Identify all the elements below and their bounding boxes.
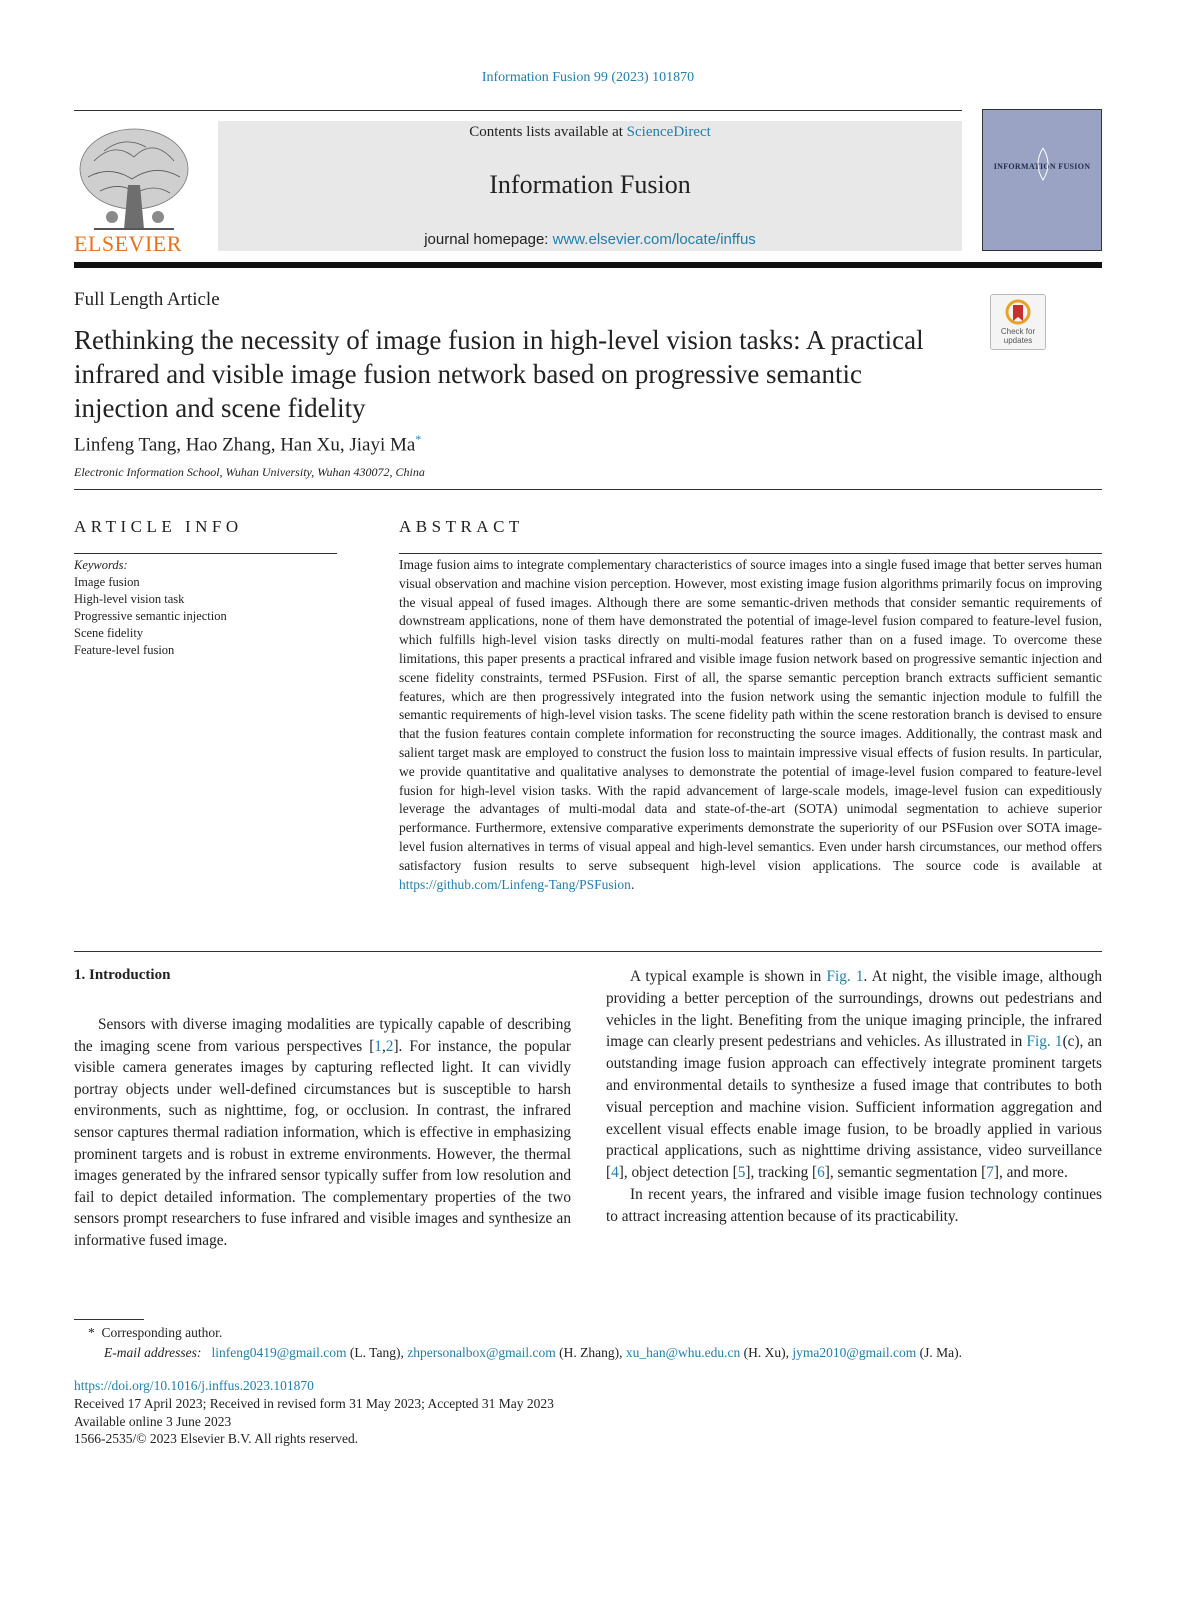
journal-homepage-link[interactable]: www.elsevier.com/locate/inffus	[552, 231, 756, 248]
abstract-end: .	[630, 876, 635, 892]
article-info-heading: ARTICLE INFO	[74, 517, 243, 536]
citation-link[interactable]: 6	[817, 1164, 825, 1182]
corresponding-author-mark[interactable]: *	[415, 432, 422, 446]
text-run: Sensors with diverse imaging modalities are typically capable of describing the imaging scene from various perspectives [	[74, 1016, 571, 1055]
abstract-body: Image fusion aims to integrate complementary characteristics of source images into a single fused image that better serves human visual observation and machine vision perception. However, most existing image fusion algorithms primarily focus on improving the visual appeal of fused images. Although there are some semantic-driven methods that consider semantic requirements of downstream applications, none of them have demonstrated the potential of image-level fusion compared to feature-level fusion, which fulfills high-level vision tasks directly on multi-modal features rather than on a fused image. To overcome these limitations, this paper presents a practical infrared and visible image fusion network based on progressive semantic injection and scene fidelity constraints, termed PSFusion. First of all, the sparse semantic perception branch extracts sufficient semantic features, which are then progressively integrated into the fusion network using the semantic injection module to fulfill the semantic requirements of high-level vision tasks. The scene fidelity path within the scene restoration branch is devised to ensure that the fusion features contain complete information for reconstructing the source images. Additionally, the contrast mask and salient target mask are employed to construct the fusion loss to maintain impressive visual effects of fusion results. In particular, we provide quantitative and qualitative analyses to demonstrate the potential of image-level fusion compared to feature-level fusion for high-level vision tasks. With the rapid advancement of large-scale models, image-level fusion can expeditiously leverage the advantages of multi-modal data and state-of-the-art (SOTA) unimodal segmentation to achieve superior performance. Furthermore, extensive comparative experiments demonstrate the superiority of our PSFusion over SOTA image-level fusion alternatives in terms of visual appeal and high-level semantics. Even under harsh circumstances, our method offers satisfactory fusion results to serve subsequent high-level vision applications. The source code is available at	[399, 557, 1102, 873]
abstract-text	[399, 556, 1102, 894]
text-run: A typical example is shown in	[630, 968, 827, 985]
email-link[interactable]: zhpersonalbox@gmail.com	[407, 1345, 556, 1360]
footnote-text: Corresponding author.	[101, 1325, 223, 1340]
keyword-item: Progressive semantic injection	[74, 609, 227, 623]
text-run: ], and more.	[993, 1164, 1068, 1182]
email-link[interactable]: xu_han@whu.edu.cn	[625, 1345, 741, 1360]
contents-prefix: Contents lists available at	[469, 124, 627, 140]
email-label: E-mail addresses:	[104, 1345, 202, 1360]
keyword-item: High-level vision task	[74, 592, 185, 606]
corresponding-author-footnote	[88, 1325, 222, 1341]
cover-title: INFORMATION FUSION	[993, 162, 1091, 171]
keyword-item: Image fusion	[74, 575, 140, 589]
elsevier-logo[interactable]	[74, 121, 194, 256]
header-top-rule	[74, 110, 962, 111]
email-link[interactable]: linfeng0419@gmail.com	[211, 1345, 347, 1360]
figure-link[interactable]: Fig. 1	[826, 968, 864, 985]
crossmark-icon	[1005, 299, 1031, 327]
doi-link[interactable]: https://doi.org/10.1016/j.inffus.2023.101870	[74, 1378, 314, 1393]
citation-link[interactable]: 4	[611, 1164, 619, 1182]
received-dates: Received 17 April 2023; Received in revised form 31 May 2023; Accepted 31 May 2023	[74, 1396, 554, 1411]
intro-paragraph-3: In recent years, the infrared and visible image fusion technology continues to attract increasing attention because of its practicability.	[606, 1185, 1102, 1225]
journal-cover-thumbnail[interactable]	[982, 109, 1102, 251]
text-run: ,	[381, 1037, 386, 1055]
header-thick-rule	[74, 262, 1102, 268]
text-run: . At night, the visible image, although providing a better perception of the surroundings, drowns out pedestrians and vehicles in the light. Benefiting from the unique imaging principle, the infrared image can clearly present pedestrians and vehicles. As illustrated in	[606, 968, 1103, 1051]
text-run: ], semantic segmentation [	[824, 1164, 987, 1182]
keyword-item: Scene fidelity	[74, 626, 144, 640]
email-link[interactable]: jyma2010@gmail.com	[792, 1345, 917, 1360]
intro-paragraph-2	[606, 966, 1102, 1184]
footnote-mark: *	[88, 1325, 95, 1340]
intro-right-column	[606, 966, 1102, 1228]
text-run: ], object detection [	[618, 1164, 738, 1182]
text-run: ], tracking [	[745, 1164, 818, 1182]
keyword-item: Feature-level fusion	[74, 643, 175, 657]
elsevier-wordmark: ELSEVIER	[74, 231, 182, 256]
email-owner: (H. Xu),	[740, 1345, 793, 1360]
email-footnote	[104, 1345, 962, 1361]
intro-paragraph-1	[74, 1014, 571, 1252]
citation-link[interactable]: 1	[374, 1037, 382, 1055]
citation-link[interactable]: 7	[986, 1164, 994, 1182]
email-owner: (J. Ma).	[916, 1345, 962, 1360]
affiliation: Electronic Information School, Wuhan University, Wuhan 430072, China	[74, 465, 425, 479]
citation-link[interactable]: 5	[737, 1164, 746, 1182]
crossmark-label: Check for updates	[1000, 327, 1036, 345]
article-title: Rethinking the necessity of image fusion in high-level vision tasks: A practical infrared and visible image fusion network based on progressive semantic injection and scene fidelity	[74, 325, 924, 423]
abstract-bottom-rule	[74, 951, 1102, 952]
sciencedirect-link[interactable]: ScienceDirect	[626, 124, 711, 140]
citation-link[interactable]: 2	[385, 1037, 394, 1055]
author-list	[74, 432, 421, 456]
footnote-rule	[74, 1319, 144, 1320]
figure-link[interactable]: Fig. 1	[1026, 1033, 1063, 1051]
abstract-heading: ABSTRACT	[399, 517, 524, 536]
article-type: Full Length Article	[74, 289, 220, 310]
article-info-rule	[74, 553, 337, 554]
contents-line	[218, 124, 962, 141]
source-code-link[interactable]: https://github.com/Linfeng-Tang/PSFusion	[399, 876, 631, 892]
email-owner: (H. Zhang),	[555, 1345, 626, 1360]
text-run: ]. For instance, the popular visible camera generates images by capturing reflected light. It can vividly portray objects under well-defined circumstances but is susceptible to harsh environments, such as nighttime, fog, or occlusion. In contrast, the infrared sensor captures thermal radiation information, which is effective in emphasizing prominent targets and is robust in extreme environments. However, the thermal images generated by the infrared sensor typically suffer from low resolution and fail to depict detailed information. The complementary properties of the two sensors prompt researchers to fuse infrared and visible images and synthesize an informative fused image.	[74, 1037, 571, 1249]
homepage-prefix: journal homepage:	[424, 231, 553, 248]
copyright-line: 1566-2535/© 2023 Elsevier B.V. All rights reserved.	[74, 1431, 359, 1446]
text-run: (c), an outstanding image fusion approach can effectively integrate prominent targets and environmental details to synthesize a fused image that contributes to both visual perception and machine vision. Sufficient information aggregation and excellent visual effects enable image fusion, to be broadly applied in various practical applications, such as nighttime driving assistance, video surveillance [	[606, 1033, 1103, 1182]
online-date: Available online 3 June 2023	[74, 1414, 232, 1429]
cover-swirl-icon	[1033, 146, 1053, 182]
abstract-rule	[399, 553, 1102, 554]
divider-rule	[74, 489, 1102, 490]
check-for-updates-button[interactable]	[990, 294, 1046, 350]
keywords-block	[74, 557, 227, 659]
journal-homepage-line	[218, 231, 962, 248]
journal-title: Information Fusion	[489, 170, 691, 199]
email-owner: (L. Tang),	[346, 1345, 408, 1360]
journal-reference-link[interactable]: Information Fusion 99 (2023) 101870	[481, 70, 695, 85]
author-names: Linfeng Tang, Hao Zhang, Han Xu, Jiayi Ma	[74, 434, 416, 456]
section-heading-introduction: 1. Introduction	[74, 967, 171, 983]
keywords-label: Keywords:	[74, 558, 128, 572]
